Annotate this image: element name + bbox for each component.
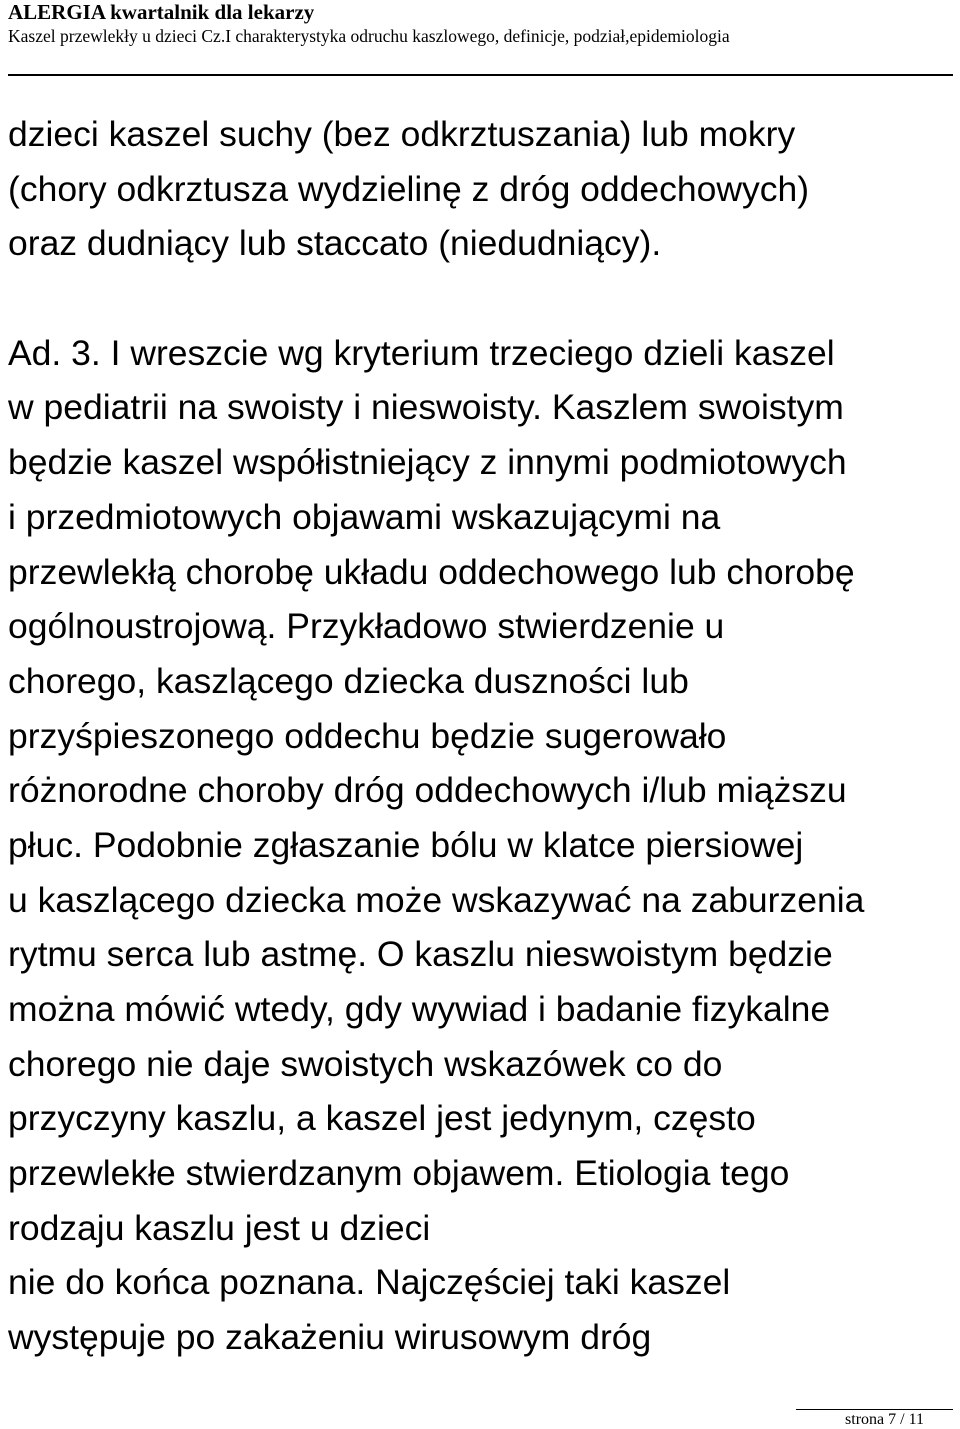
text-line: Ad. 3. I wreszcie wg kryterium trzeciego dzieli kaszel xyxy=(8,332,835,373)
article-body xyxy=(8,107,953,1365)
header-divider xyxy=(8,74,953,76)
text-line: dzieci kaszel suchy (bez odkrztuszania) lub mokry xyxy=(8,114,796,154)
text-line: można mówić wtedy, gdy wywiad i badanie fizykalne xyxy=(8,989,831,1029)
paragraph-1 xyxy=(8,107,953,271)
paragraph-2 xyxy=(8,326,953,1365)
text-line: przyczyny kaszlu, a kaszel jest jedynym, często xyxy=(8,1098,756,1139)
text-line: (chory odkrztusza wydzielinę z dróg oddechowych) xyxy=(8,168,810,209)
page-number: strona 7 / 11 xyxy=(845,1411,924,1428)
text-line: rytmu serca lub astmę. O kaszlu nieswoistym będzie xyxy=(8,934,833,975)
text-line: nie do końca poznana. Najczęściej taki kaszel xyxy=(8,1262,731,1303)
text-line: ogólnoustrojową. Przykładowo stwierdzenie u xyxy=(8,606,725,647)
text-line: będzie kaszel współistniejący z innymi podmiotowych xyxy=(8,442,847,483)
text-line: w pediatrii na swoisty i nieswoisty. Kaszlem swoistym xyxy=(8,387,844,428)
text-line: przewlekłą chorobę układu oddechowego lub chorobę xyxy=(8,551,855,592)
journal-title: ALERGIA kwartalnik dla lekarzy xyxy=(8,0,315,24)
page-header xyxy=(8,0,953,47)
text-line: różnorodne choroby dróg oddechowych i/lub miąższu xyxy=(8,770,847,811)
text-line: chorego nie daje swoistych wskazówek co do xyxy=(8,1043,723,1084)
text-line: oraz dudniący lub staccato (niedudniący). xyxy=(8,223,662,264)
article-subtitle: Kaszel przewlekły u dzieci Cz.I charakterystyka odruchu kaszlowego, definicje, podział,epidemiologia xyxy=(8,26,730,46)
footer-divider xyxy=(796,1409,953,1410)
text-line: u kaszlącego dziecka może wskazywać na zaburzenia xyxy=(8,879,865,920)
text-line: rodzaju kaszlu jest u dzieci xyxy=(8,1207,431,1248)
text-line: przewlekłe stwierdzanym objawem. Etiologia tego xyxy=(8,1153,790,1194)
text-line: chorego, kaszlącego dziecka duszności lub xyxy=(8,660,689,701)
text-line: przyśpieszonego oddechu będzie sugerowało xyxy=(8,715,727,756)
text-line: płuc. Podobnie zgłaszanie bólu w klatce piersiowej xyxy=(8,824,804,865)
paragraph-gap xyxy=(8,271,953,326)
text-line: występuje po zakażeniu wirusowym dróg xyxy=(8,1317,652,1358)
text-line: i przedmiotowych objawami wskazującymi na xyxy=(8,496,721,537)
